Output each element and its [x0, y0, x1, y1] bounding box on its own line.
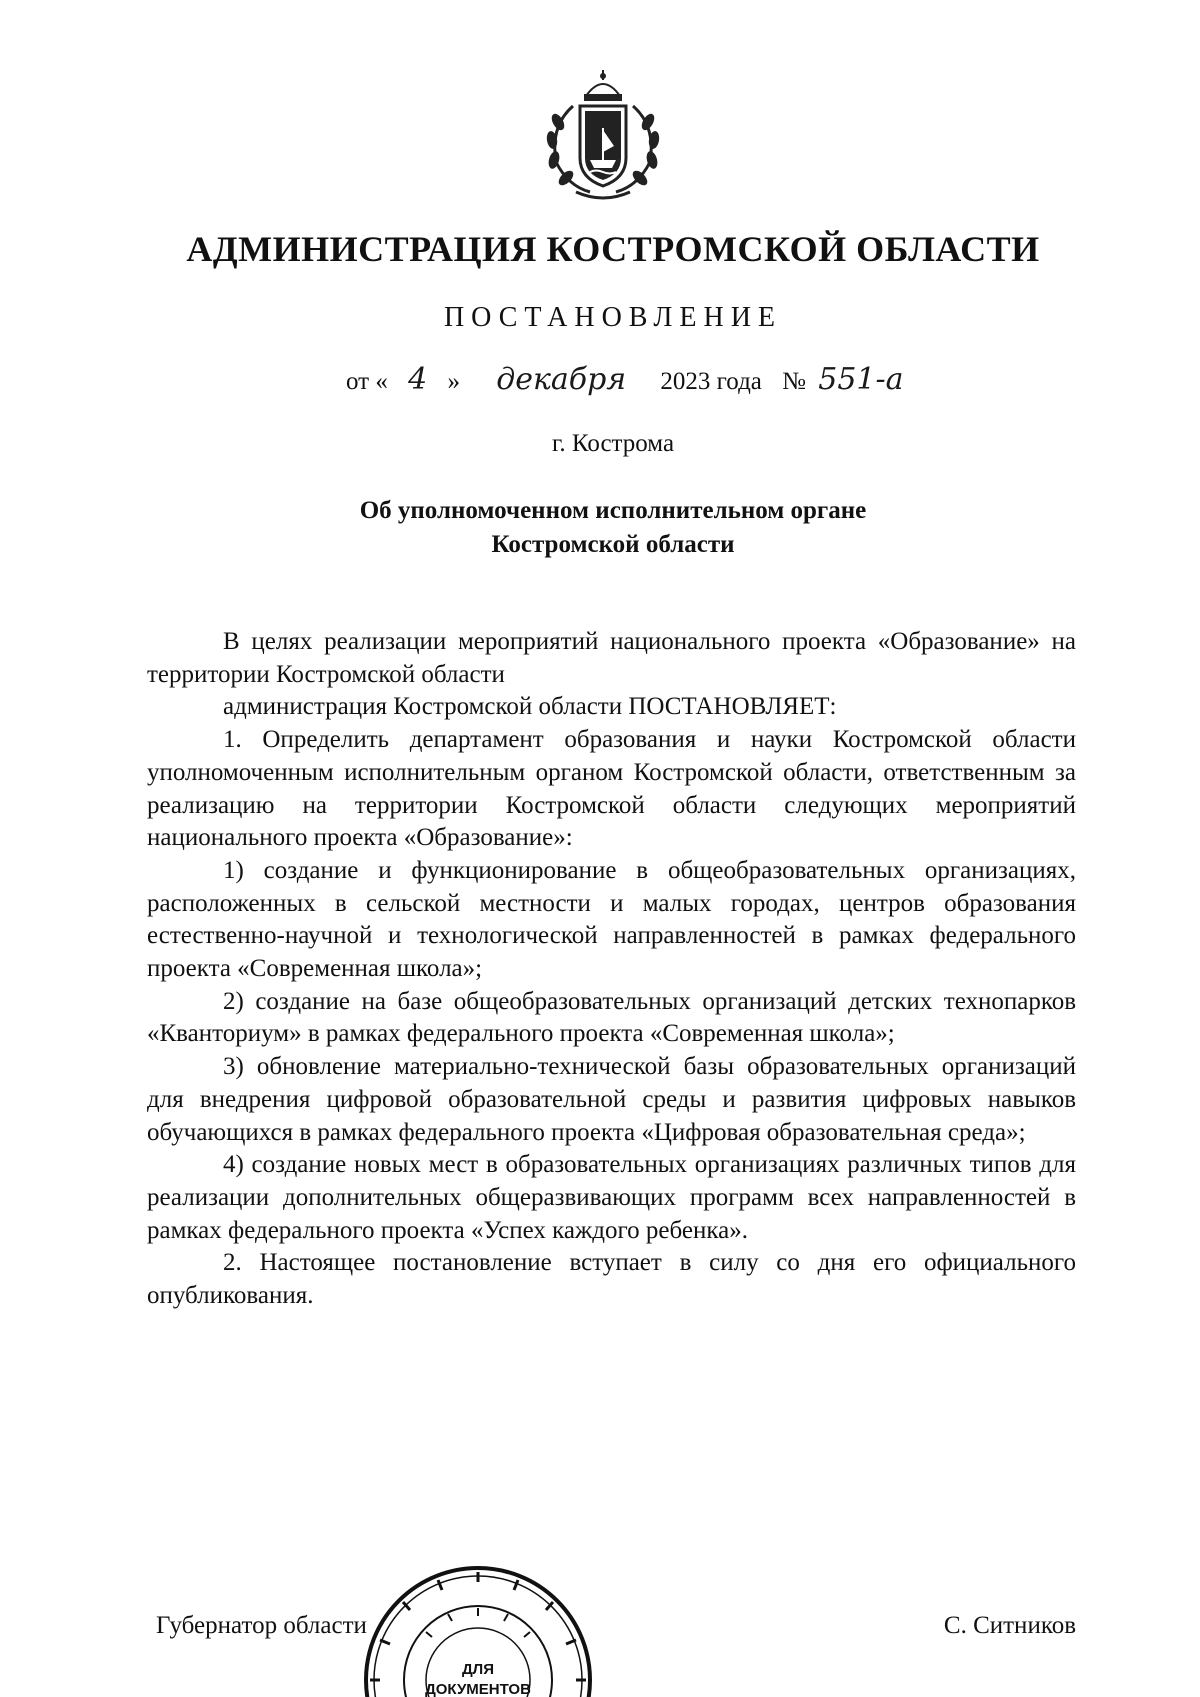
subject-line-1: Об уполномоченном исполнительном органе: [359, 497, 867, 524]
seal-center-line-2: ДОКУМЕНТОВ: [425, 1681, 531, 1697]
organization-title: АДМИНИСТРАЦИЯ КОСТРОМСКОЙ ОБЛАСТИ: [186, 229, 1040, 269]
date-day-close: »: [447, 368, 460, 395]
preamble: В целях реализации мероприятий национального проекта «Образование» на территории Костромской области: [147, 628, 1076, 688]
signatory-name: С. Ситников: [943, 1612, 1076, 1639]
date-month: декабря: [496, 362, 627, 397]
document-subject: [0, 494, 1200, 562]
sub-item-2: 2) создание на базе общеобразовательных организаций детских технопарков «Кванториум» в рамках федерального проекта «Современная школа»;: [147, 987, 1076, 1048]
point-1: 1. Определить департамент образования и науки Костромской области уполномоченным исполнительным органом Костромской области, ответственным за реализацию на территории Костромской области следующих мероприятий национального проекта «Образование»:: [147, 726, 1076, 852]
round-seal-icon: [358, 1560, 598, 1697]
doc-number: 551-а: [818, 362, 904, 397]
signatory-position: Губернатор области: [156, 1612, 367, 1639]
sub-item-1: 1) создание и функционирование в общеобразовательных организациях, расположенных в сельской местности и малых городах, центров образования естественно-научной и технологической направленностей в рамках федерального проекта «Современная школа»;: [147, 856, 1076, 983]
subject-line-2: Костромской области: [491, 531, 735, 558]
sub-item-3: 3) обновление материально-технической базы образовательных организаций для внедрения цифровой образовательной среды и развития цифровых навыков обучающихся в рамках федерального проекта «Цифровая образовательная среда»;: [147, 1053, 1076, 1146]
resolves-line: администрация Костромской области ПОСТАНОВЛЯЕТ:: [223, 693, 837, 721]
date-year: 2023 года: [660, 368, 762, 395]
sub-item-4: 4) создание новых мест в образовательных организациях различных типов для реализации дополнительных общеразвивающих программ всех направленностей в рамках федерального проекта «Успех каждого ребенка».: [147, 1151, 1076, 1244]
date-line: [346, 362, 904, 397]
kostroma-coat-of-arms-icon: [528, 66, 678, 206]
point-2: 2. Настоящее постановление вступает в силу со дня его официального опубликования.: [147, 1249, 1076, 1310]
document-body: [147, 626, 1076, 1313]
date-prefix: от «: [346, 368, 388, 395]
date-day: 4: [408, 362, 428, 397]
city: г. Кострома: [551, 430, 675, 457]
doc-number-label: №: [782, 368, 806, 395]
seal-center-line-1: ДЛЯ: [462, 1661, 494, 1678]
document-type: ПОСТАНОВЛЕНИЕ: [443, 302, 783, 333]
